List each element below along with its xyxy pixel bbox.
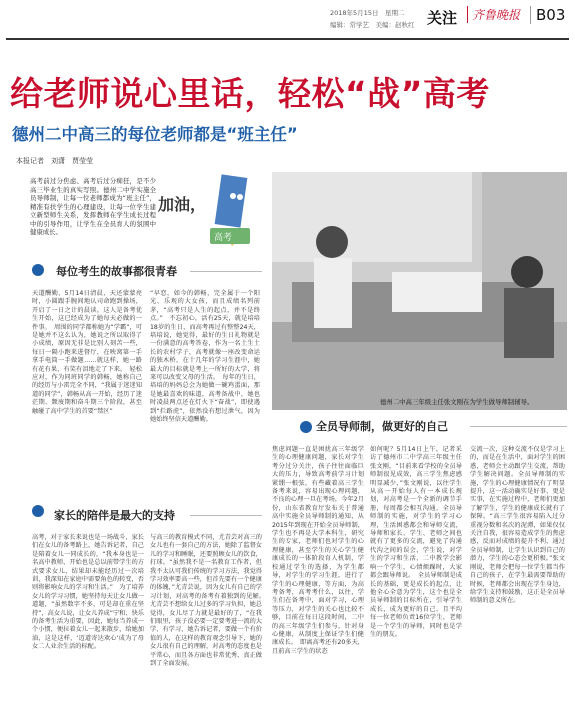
byline: 本报记者 刘潇 贾莹莹 [16,157,93,165]
teacher-student-photo [272,172,567,410]
section-title-mentorship: 全员导师制，做更好的自己 [316,420,448,433]
section2-column1: 高考，对于家长来说也是一场战斗，家长们在女儿的备考路上，她告诉记者，自己是陪着女儿一同成长的，“我本身也是一名高中教师，开始也是总以前带学生的方式要求女儿，结果却未能经历过一次培训，我深知在家庭中需要角色的转变，否则将影响女儿的学习和生活。” 为了培养女儿的学习习惯，她坚持每天让女儿做一道题，“虽然数字不多，可是却在重在坚持”，高女儿说，让女儿养成“宁和、快乐的备考生活为重要，因此，她每当养成一个小惯，便拉着女儿一起来散步，给她加油，这是这样，‘迈道寄达欢心’成为了母女二人业余生活的标配。 [32,534,144,651]
newspaper-logo: 齐鲁晚报 [467,6,520,23]
section-divider [190,271,262,272]
editor-credit: 编辑：常学艺 美编：赵秋红 [330,21,415,29]
section1-column1: 天道酬勤，5月14日清晨，天还蒙蒙亮时，小圆跟手腕间地认司命跑到操场，开启了一日之计的晨读，这人是备考优生开始，这已经成为了她每天必做的一件事。 周围的同学都称她为“学霸”，可是她并不这么认为，她说之所以取得了小成绩，原因无非是比别人刻苦一些，每日一隔小跑来进督厅，在映窝第一手拿手电筒一手做题……就这样，她一路有花有果，有笑有泪地走了下来。 轻松应对，作为同班同学的韩畅，她称自己的经历与小雷完全不同，“我属于迷迷知道的同学”，韩畅从高一开始，经历了迷茫期、颓废期和奋斗期三个阶段，甚至触碰了高中学生的首要“禁区” [32,290,142,415]
photo-caption: 德州二中高三年级主任张文刚在为学生做导师制辅导。 [380,398,534,406]
section3-column3: 交流一次，这种交流不仅是学习上的，而是在生活中，面对学生的困惑，老师会主动跟学生交流，帮助学生解决问题。全员导师制的实施，学生的心理健康情况有了明显提升，这一活动确实是好事，更是实事，在实施过程中，老师们更加了解学生，学生的健康成长就有了保障。“高三学生很容易陷入过分重视分数和名次的泥潭，如果仅仅关注自我，很容易造成学生的焦虑感，反而对成绩的提升不利，通过全员导师制，让学生认识到自己的潜力，学生的心态会更积极。”张文刚说，老师会把每一位学生都当作自己的孩子，在学生最需要帮助的时候，老师都会出现在学生身边，给学生支持和鼓励，这正是全员导师制的意义所在。 [470,446,565,605]
subheadline: 德州二中高三的每位老师都是“班主任” [12,125,298,144]
headline: 给老师说心里话，轻松“战”高考 [10,74,490,113]
section1-column2: “早恋，如今的韩畅，完全属于一个阳光、乐观的大女孩，而且成绩名列前茅，“高考只是人生的起点，并不是终点。” 不忘初心，活有25天，就是培培18岁的生日，而高考再过有整整24天，培培说，她觉得，最好的生日礼物就是一份满意的高考答卷，作为一名土生土长的农村学子，高考就像一座改变命运的独木桥，在十几年的学习生涯中，她最大的目标就是考上一所好的大学，将来可以改变父母的生活。 每年的生日，培培的妈妈总会为她做一碗鸡蛋面，那是她最喜欢的味道，高考备战中，她也时凌晨两点还在灯火下“奋战”，即使遇到“拦路虎”，依然没有想过泄气，因为她始终坚信天道酬勤。 [150,290,260,424]
section2-column2: 与高三的教育模式不同，尤青芸对高三的女儿也有一套自己的方法，她除了监督女儿的学习和睡眠，还要照顾女儿的饮食，打球。“虽然我不是一名教育工作者，但我不太认可我们传统的学习方法，我觉得学习效率要高一些，但首先要有一个健康的体魄，”尤青芸说，因为女儿有自己的学习计划，对高考的备考有着独到的见解。 尤青芸不想给女儿过多的学习负担，她总觉得，女儿尽了力就是最好的了，“在我们眼里，孩子没必要一定要考进一流的大学，有学习，她告诉记者，要做一个有价值的人，在这样的教育观念引导下，她的女儿很有自己的理解，对高考的态度也是平常心，而且各方面也非常优秀，真正做到了全面发展。 [150,534,269,668]
section-marker-icon [32,264,44,276]
cheer-illustration [158,170,260,250]
section-name: 关注 [427,9,458,27]
section-title-parents: 家长的陪伴是最大的支持 [54,509,175,522]
section-divider [190,515,262,516]
section-marker-icon [32,505,44,517]
page-header [0,0,575,38]
section3-column1: 焦虑问题一直是困扰高三年级学生的心理健康问题，家长对学生考分过分关注，孩子往往面临巨大的压力，导致高考前学习计划紧绷一根弦，有些藏着高三学生备考来说，容易出现心理问题，不良的心理一旦在考场，今年2月份，山东省教育厅发布关于普通高中实施全员导师制的通知，从2015年到现在开始全员导师制，学生也不再是大学本科生，研究生的专家，老师们也对学生的心理健康，甚至学生的关心学生健康成长的一体阶段育人机制，学校通过学生的选择，为学生都导，对学生的学习生涯，进行了学生的心理健康，等方面，为高考备考，高考考什么，以往，学生们在备考中，面对学习，心理等压力，对学生的关心也比较不够，目前在每日这段时间，二中的高三年级学生们参与，针对身心健康，从制度上保证学生们健康成长。 即离高考还有20多天，且前高三学生的状态 [272,446,364,655]
section-title-stories: 每位考生的故事都很青春 [56,265,177,278]
header-rule [6,38,569,40]
classroom-photo-icon [272,172,567,410]
issue-date: 2018年5月15日 星期二 [330,9,405,17]
page-number: B03 [530,6,565,24]
section-divider [470,426,567,427]
section3-column2: 如何呢？5月14日上午，记者采访了德州市二中学高三年级主任张文刚，“目前来看学校的全员导师制很见成效，高三学生焦虑感明显减少，”张文刚说，以往学生从高一开始每人有一本成长规划，对高考是一个全新的调节手册，每周都会相互沟通，全员导师制的实施，对学生的学习心理，生活困惑都会和导师交流，导师和家长、学生、老师之间也就有了更多的交流，避免了沟通代沟之间的误会，学生说，对学生的学习和生活，二中教学会影响一个学生，心情烦躁时，大家都会跟导师说。 全员导师制是成长的基础，更是成长的起点，让他全心全意为学生，这个也是全员导师制的目标所在，引导学生成长，成为更好的自己，且平均每一位老师负责16位学生，老师是一个学生的导师，同时也是学生的朋友。 [370,446,462,638]
cheer-text: 加油， [158,195,207,214]
lead-paragraph: 高考前过分焦虑、高考后过分痴狂，是不少高三毕业生的真实写照。德州二中学实施全员导师制，让每一位老师都成为“班主任”，精准有扶学生的心理建设，让每一位学生建立新型师生关系，发挥教师在学生成长过程中的引导作用，让学生在全员育人的氛围中健康成长。 [30,177,156,236]
section-marker-icon [300,421,312,433]
svg-text:高考: 高考 [214,233,233,243]
